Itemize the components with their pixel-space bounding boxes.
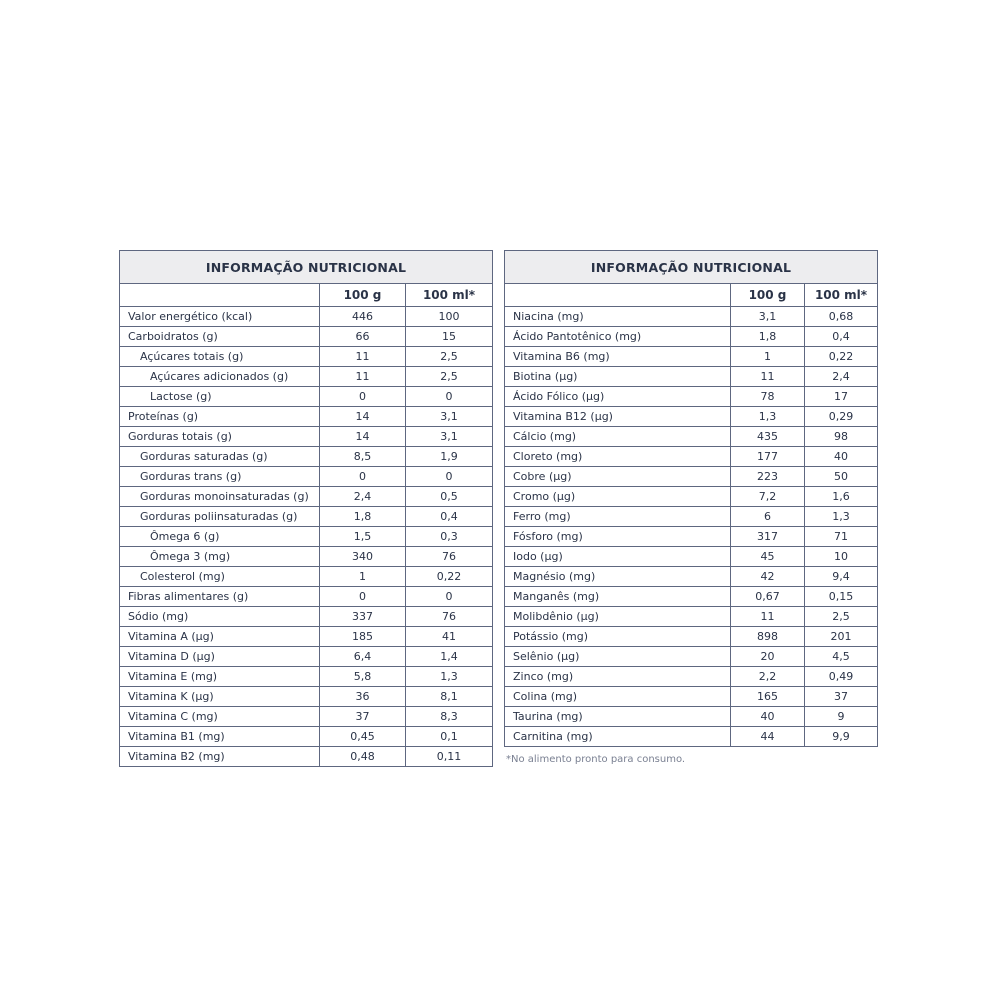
table-row bbox=[505, 507, 878, 527]
table-row bbox=[505, 707, 878, 727]
nutrient-label: Niacina (mg) bbox=[505, 307, 731, 327]
value-100ml: 9,9 bbox=[805, 727, 878, 747]
value-100ml: 0,49 bbox=[805, 667, 878, 687]
nutrient-label: Ácido Pantotênico (mg) bbox=[505, 327, 731, 347]
value-100g: 337 bbox=[320, 607, 406, 627]
nutrient-label: Cobre (µg) bbox=[505, 467, 731, 487]
value-100ml: 2,5 bbox=[406, 367, 493, 387]
value-100g: 14 bbox=[320, 427, 406, 447]
nutrient-label: Potássio (mg) bbox=[505, 627, 731, 647]
value-100g: 6,4 bbox=[320, 647, 406, 667]
nutrient-label: Gorduras poliinsaturadas (g) bbox=[120, 507, 320, 527]
table-row bbox=[505, 527, 878, 547]
table-row bbox=[120, 647, 493, 667]
nutrient-label: Ferro (mg) bbox=[505, 507, 731, 527]
footnote: *No alimento pronto para consumo. bbox=[506, 754, 686, 765]
table-row bbox=[505, 307, 878, 327]
value-100g: 7,2 bbox=[731, 487, 805, 507]
value-100g: 177 bbox=[731, 447, 805, 467]
value-100ml: 0,4 bbox=[406, 507, 493, 527]
value-100g: 40 bbox=[731, 707, 805, 727]
value-100g: 1,8 bbox=[731, 327, 805, 347]
value-100g: 42 bbox=[731, 567, 805, 587]
table-row bbox=[505, 327, 878, 347]
value-100ml: 4,5 bbox=[805, 647, 878, 667]
nutrient-label: Vitamina E (mg) bbox=[120, 667, 320, 687]
column-header-100ml: 100 ml* bbox=[805, 284, 878, 307]
table-row bbox=[120, 627, 493, 647]
nutrient-label: Vitamina C (mg) bbox=[120, 707, 320, 727]
nutrient-label: Vitamina B2 (mg) bbox=[120, 747, 320, 767]
table-row bbox=[505, 407, 878, 427]
nutrient-label: Proteínas (g) bbox=[120, 407, 320, 427]
nutrient-label: Magnésio (mg) bbox=[505, 567, 731, 587]
table-row bbox=[120, 607, 493, 627]
value-100ml: 8,3 bbox=[406, 707, 493, 727]
nutrient-label: Fibras alimentares (g) bbox=[120, 587, 320, 607]
nutrient-label: Açúcares adicionados (g) bbox=[120, 367, 320, 387]
table-row bbox=[120, 367, 493, 387]
table-row bbox=[505, 627, 878, 647]
table-row bbox=[120, 547, 493, 567]
table-row bbox=[505, 647, 878, 667]
nutrient-label: Iodo (µg) bbox=[505, 547, 731, 567]
table-row bbox=[120, 707, 493, 727]
value-100ml: 1,6 bbox=[805, 487, 878, 507]
value-100ml: 1,3 bbox=[406, 667, 493, 687]
value-100ml: 76 bbox=[406, 607, 493, 627]
nutrient-label: Ômega 6 (g) bbox=[120, 527, 320, 547]
value-100g: 1 bbox=[320, 567, 406, 587]
table-row bbox=[120, 687, 493, 707]
table-row bbox=[505, 467, 878, 487]
table-row bbox=[120, 727, 493, 747]
value-100g: 1,5 bbox=[320, 527, 406, 547]
table-row bbox=[120, 567, 493, 587]
nutrient-label: Vitamina B1 (mg) bbox=[120, 727, 320, 747]
table-row bbox=[120, 427, 493, 447]
table-row bbox=[120, 527, 493, 547]
value-100ml: 201 bbox=[805, 627, 878, 647]
table-row bbox=[120, 467, 493, 487]
value-100ml: 1,4 bbox=[406, 647, 493, 667]
value-100ml: 0,1 bbox=[406, 727, 493, 747]
nutrient-label: Vitamina B12 (µg) bbox=[505, 407, 731, 427]
nutrition-table-right-panel bbox=[504, 250, 877, 765]
value-100g: 78 bbox=[731, 387, 805, 407]
nutrition-table-left bbox=[119, 250, 493, 767]
nutrient-label: Carboidratos (g) bbox=[120, 327, 320, 347]
nutrient-label: Cálcio (mg) bbox=[505, 427, 731, 447]
value-100g: 11 bbox=[731, 367, 805, 387]
nutrient-label: Cloreto (mg) bbox=[505, 447, 731, 467]
table-row bbox=[505, 547, 878, 567]
value-100g: 446 bbox=[320, 307, 406, 327]
table-title: INFORMAÇÃO NUTRICIONAL bbox=[505, 251, 878, 284]
nutrient-label: Gorduras saturadas (g) bbox=[120, 447, 320, 467]
value-100ml: 0,15 bbox=[805, 587, 878, 607]
table-row bbox=[505, 387, 878, 407]
value-100ml: 50 bbox=[805, 467, 878, 487]
nutrient-label: Lactose (g) bbox=[120, 387, 320, 407]
value-100g: 1 bbox=[731, 347, 805, 367]
value-100ml: 2,5 bbox=[406, 347, 493, 367]
table-title: INFORMAÇÃO NUTRICIONAL bbox=[120, 251, 493, 284]
value-100ml: 71 bbox=[805, 527, 878, 547]
table-row bbox=[120, 407, 493, 427]
nutrient-label: Açúcares totais (g) bbox=[120, 347, 320, 367]
table-body bbox=[120, 307, 493, 767]
table-row bbox=[505, 727, 878, 747]
table-row bbox=[120, 447, 493, 467]
value-100g: 1,8 bbox=[320, 507, 406, 527]
value-100g: 340 bbox=[320, 547, 406, 567]
value-100g: 0,67 bbox=[731, 587, 805, 607]
nutrient-label: Colina (mg) bbox=[505, 687, 731, 707]
value-100g: 0 bbox=[320, 587, 406, 607]
value-100ml: 0,4 bbox=[805, 327, 878, 347]
value-100ml: 0 bbox=[406, 587, 493, 607]
nutrient-label: Vitamina B6 (mg) bbox=[505, 347, 731, 367]
value-100g: 3,1 bbox=[731, 307, 805, 327]
value-100ml: 98 bbox=[805, 427, 878, 447]
nutrient-label: Valor energético (kcal) bbox=[120, 307, 320, 327]
value-100ml: 0,22 bbox=[805, 347, 878, 367]
value-100g: 6 bbox=[731, 507, 805, 527]
value-100ml: 0,22 bbox=[406, 567, 493, 587]
table-row bbox=[505, 607, 878, 627]
nutrient-label: Vitamina K (µg) bbox=[120, 687, 320, 707]
table-row bbox=[120, 347, 493, 367]
value-100ml: 100 bbox=[406, 307, 493, 327]
value-100ml: 0,5 bbox=[406, 487, 493, 507]
nutrient-label: Manganês (mg) bbox=[505, 587, 731, 607]
value-100g: 223 bbox=[731, 467, 805, 487]
value-100g: 0,48 bbox=[320, 747, 406, 767]
value-100g: 2,2 bbox=[731, 667, 805, 687]
nutrient-label: Zinco (mg) bbox=[505, 667, 731, 687]
value-100g: 185 bbox=[320, 627, 406, 647]
table-row bbox=[505, 567, 878, 587]
nutrient-label: Fósforo (mg) bbox=[505, 527, 731, 547]
value-100ml: 3,1 bbox=[406, 407, 493, 427]
value-100g: 1,3 bbox=[731, 407, 805, 427]
value-100g: 36 bbox=[320, 687, 406, 707]
table-row bbox=[505, 687, 878, 707]
value-100g: 165 bbox=[731, 687, 805, 707]
value-100ml: 41 bbox=[406, 627, 493, 647]
column-header-row bbox=[120, 284, 493, 307]
value-100ml: 0,29 bbox=[805, 407, 878, 427]
value-100g: 2,4 bbox=[320, 487, 406, 507]
nutrient-label: Selênio (µg) bbox=[505, 647, 731, 667]
column-header-row bbox=[505, 284, 878, 307]
value-100ml: 0,3 bbox=[406, 527, 493, 547]
table-row bbox=[505, 367, 878, 387]
value-100ml: 37 bbox=[805, 687, 878, 707]
value-100g: 45 bbox=[731, 547, 805, 567]
table-body bbox=[505, 307, 878, 747]
column-header-empty bbox=[120, 284, 320, 307]
value-100g: 8,5 bbox=[320, 447, 406, 467]
value-100g: 11 bbox=[731, 607, 805, 627]
value-100ml: 10 bbox=[805, 547, 878, 567]
value-100ml: 76 bbox=[406, 547, 493, 567]
table-row bbox=[120, 587, 493, 607]
column-header-empty bbox=[505, 284, 731, 307]
value-100g: 20 bbox=[731, 647, 805, 667]
value-100ml: 3,1 bbox=[406, 427, 493, 447]
column-header-100g: 100 g bbox=[320, 284, 406, 307]
nutrient-label: Ácido Fólico (µg) bbox=[505, 387, 731, 407]
table-row bbox=[120, 507, 493, 527]
nutrient-label: Vitamina A (µg) bbox=[120, 627, 320, 647]
value-100g: 5,8 bbox=[320, 667, 406, 687]
table-row bbox=[505, 667, 878, 687]
value-100ml: 1,9 bbox=[406, 447, 493, 467]
table-row bbox=[120, 327, 493, 347]
nutrient-label: Biotina (µg) bbox=[505, 367, 731, 387]
value-100g: 435 bbox=[731, 427, 805, 447]
nutrition-table-right bbox=[504, 250, 878, 747]
value-100ml: 15 bbox=[406, 327, 493, 347]
nutrient-label: Molibdênio (µg) bbox=[505, 607, 731, 627]
value-100g: 0 bbox=[320, 387, 406, 407]
value-100ml: 0,11 bbox=[406, 747, 493, 767]
value-100g: 11 bbox=[320, 367, 406, 387]
value-100ml: 40 bbox=[805, 447, 878, 467]
value-100g: 898 bbox=[731, 627, 805, 647]
table-row bbox=[120, 487, 493, 507]
value-100g: 44 bbox=[731, 727, 805, 747]
nutrient-label: Gorduras totais (g) bbox=[120, 427, 320, 447]
nutrient-label: Carnitina (mg) bbox=[505, 727, 731, 747]
value-100ml: 0 bbox=[406, 387, 493, 407]
nutrient-label: Colesterol (mg) bbox=[120, 567, 320, 587]
nutrient-label: Cromo (µg) bbox=[505, 487, 731, 507]
value-100g: 11 bbox=[320, 347, 406, 367]
value-100ml: 9,4 bbox=[805, 567, 878, 587]
value-100ml: 2,5 bbox=[805, 607, 878, 627]
nutrient-label: Ômega 3 (mg) bbox=[120, 547, 320, 567]
nutrition-table-left-panel bbox=[119, 250, 492, 767]
value-100g: 66 bbox=[320, 327, 406, 347]
value-100ml: 17 bbox=[805, 387, 878, 407]
table-row bbox=[505, 487, 878, 507]
value-100ml: 2,4 bbox=[805, 367, 878, 387]
table-row bbox=[120, 387, 493, 407]
nutrient-label: Taurina (mg) bbox=[505, 707, 731, 727]
table-row bbox=[505, 447, 878, 467]
column-header-100g: 100 g bbox=[731, 284, 805, 307]
value-100ml: 9 bbox=[805, 707, 878, 727]
nutrient-label: Gorduras trans (g) bbox=[120, 467, 320, 487]
table-row bbox=[505, 427, 878, 447]
value-100g: 317 bbox=[731, 527, 805, 547]
value-100ml: 1,3 bbox=[805, 507, 878, 527]
table-row bbox=[505, 347, 878, 367]
value-100g: 14 bbox=[320, 407, 406, 427]
table-row bbox=[120, 307, 493, 327]
value-100ml: 0 bbox=[406, 467, 493, 487]
nutrient-label: Sódio (mg) bbox=[120, 607, 320, 627]
value-100g: 0,45 bbox=[320, 727, 406, 747]
nutrient-label: Gorduras monoinsaturadas (g) bbox=[120, 487, 320, 507]
value-100ml: 8,1 bbox=[406, 687, 493, 707]
table-row bbox=[120, 667, 493, 687]
table-row bbox=[120, 747, 493, 767]
nutrient-label: Vitamina D (µg) bbox=[120, 647, 320, 667]
value-100ml: 0,68 bbox=[805, 307, 878, 327]
value-100g: 37 bbox=[320, 707, 406, 727]
table-row bbox=[505, 587, 878, 607]
column-header-100ml: 100 ml* bbox=[406, 284, 493, 307]
value-100g: 0 bbox=[320, 467, 406, 487]
